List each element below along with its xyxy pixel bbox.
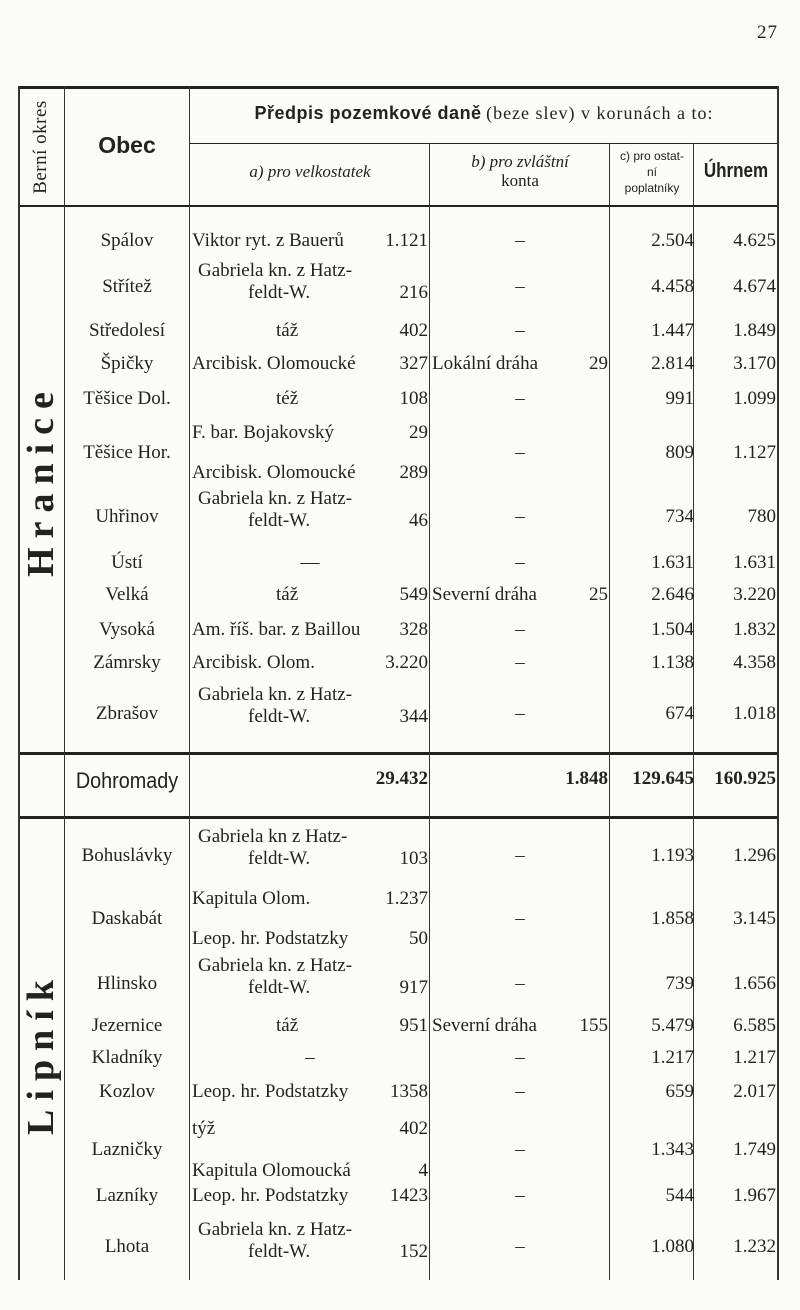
- zvlastni-konta-dash: –: [515, 703, 525, 724]
- table-row: [0, 320, 800, 344]
- obec-cell: Lhota: [104, 1236, 150, 1257]
- velkostatek-owner-line2: [192, 848, 428, 870]
- obec-cell: Daskabát: [91, 908, 163, 929]
- velkostatek-owner: táž: [276, 1015, 299, 1036]
- velkostatek-cell: [192, 353, 428, 375]
- uhrnem-cell: 1.656: [733, 973, 776, 994]
- table-row: [0, 230, 800, 254]
- uhrnem-cell: 6.585: [733, 1015, 776, 1036]
- velkostatek-amount: 1423: [390, 1185, 428, 1206]
- velkostatek-amount: 327: [399, 353, 428, 374]
- zvlastni-konta-dash: –: [515, 230, 525, 251]
- velkostatek-amount: 1.237: [385, 888, 428, 909]
- obec-cell: Ústí: [111, 552, 143, 573]
- table-row: [0, 652, 800, 676]
- obec-cell: Střítež: [102, 276, 152, 297]
- velkostatek-line: [192, 1185, 428, 1207]
- velkostatek-cell: [192, 230, 428, 252]
- obec-header: Obec: [98, 132, 156, 158]
- ostatni-poplatnici-cell: 991: [665, 388, 694, 409]
- zvlastni-konta-cell: [432, 353, 608, 375]
- velkostatek-amount: 917: [399, 977, 428, 998]
- district-column-header: Berní okres: [30, 99, 51, 194]
- table-row: [0, 826, 800, 888]
- col-b-header: [432, 152, 608, 190]
- zvlastni-konta-dash: –: [515, 1185, 525, 1206]
- velkostatek-cell: [192, 652, 428, 674]
- uhrnem-cell: 1.749: [733, 1139, 776, 1160]
- zvlastni-konta-dash: –: [515, 1081, 525, 1102]
- zvlastni-konta-name: Severní dráha: [432, 1015, 537, 1036]
- district-label-hranice: Hranice: [20, 383, 63, 577]
- zvlastni-konta-cell: [432, 584, 608, 606]
- velkostatek-line: [192, 353, 428, 375]
- page-number: 27: [757, 22, 778, 43]
- velkostatek-owner-2: Leop. hr. Podstatzky: [192, 928, 349, 949]
- velkostatek-cell: [192, 488, 428, 532]
- velkostatek-amount-2: 50: [409, 928, 428, 949]
- zvlastni-konta-dash: –: [515, 388, 525, 409]
- velkostatek-cell: [192, 388, 428, 410]
- col-c-header: [610, 148, 694, 196]
- obec-cell: Kladníky: [91, 1047, 163, 1068]
- velkostatek-owner-cont: feldt-W.: [248, 510, 311, 531]
- velkostatek-cell: [192, 1219, 428, 1263]
- uhrnem-cell: 4.358: [733, 652, 776, 673]
- table-row: [0, 422, 800, 486]
- zvlastni-konta-dash: –: [515, 619, 525, 640]
- velkostatek-amount: 1.121: [385, 230, 428, 251]
- total-label: Dohromady: [75, 768, 179, 793]
- uhrnem-cell: 780: [747, 506, 776, 527]
- ostatni-poplatnici-cell: 659: [665, 1081, 694, 1102]
- zvlastni-konta-dash: –: [515, 320, 525, 341]
- obec-cell: Špičky: [100, 353, 154, 374]
- velkostatek-owner: Am. říš. bar. z Baillou: [192, 619, 361, 640]
- velkostatek-amount: 46: [409, 510, 428, 531]
- velkostatek-owner-cont: feldt-W.: [248, 848, 311, 869]
- velkostatek-owner: též: [276, 388, 299, 409]
- zvlastni-konta-cell: [432, 1015, 608, 1037]
- zvlastni-konta-dash: –: [515, 276, 525, 297]
- ostatni-poplatnici-cell: 1.504: [651, 619, 694, 640]
- velkostatek-amount: 1358: [390, 1081, 428, 1102]
- velkostatek-line1: [192, 1118, 428, 1140]
- velkostatek-amount: 402: [399, 1118, 428, 1139]
- velkostatek-amount: 328: [399, 619, 428, 640]
- table-row: [0, 1015, 800, 1039]
- uhrnem-cell: 1.296: [733, 845, 776, 866]
- velkostatek-line: [192, 652, 428, 674]
- table-row: [0, 353, 800, 377]
- district-label-lipnik: Lipník: [20, 970, 62, 1135]
- ostatni-poplatnici-cell: 2.504: [651, 230, 694, 251]
- velkostatek-cell: [192, 260, 428, 304]
- velkostatek-amount-2: 289: [399, 462, 428, 483]
- velkostatek-line1: [192, 888, 428, 910]
- table-row: [0, 619, 800, 643]
- table-row: [0, 388, 800, 412]
- table-row: [0, 1047, 800, 1071]
- obec-cell: Jezernice: [91, 1015, 163, 1036]
- velkostatek-owner-2: Arcibisk. Olomoucké: [192, 462, 356, 483]
- col-c-header-line2: ní: [646, 165, 657, 179]
- velkostatek-owner-line2: [192, 1241, 428, 1263]
- ostatni-poplatnici-cell: 1.217: [651, 1047, 694, 1068]
- uhrnem-cell: 4.674: [733, 276, 776, 297]
- velkostatek-amount-2: 4: [418, 1160, 428, 1181]
- velkostatek-line: [192, 584, 428, 606]
- zvlastni-konta-dash: –: [515, 652, 525, 673]
- table-row: [0, 684, 800, 746]
- obec-cell: Zámrsky: [93, 652, 161, 673]
- obec-cell: Hlinsko: [96, 973, 158, 994]
- uhrnem-cell: 1.631: [733, 552, 776, 573]
- ostatni-poplatnici-cell: 1.343: [651, 1139, 694, 1160]
- velkostatek-owner-line2: [192, 706, 428, 728]
- velkostatek-owner: týž: [192, 1118, 216, 1139]
- velkostatek-line: [192, 320, 428, 342]
- uhrnem-cell: 1.127: [733, 442, 776, 463]
- col-a-header: a) pro velkostatek: [249, 162, 371, 181]
- uhrnem-cell: 1.099: [733, 388, 776, 409]
- uhrnem-cell: 1.849: [733, 320, 776, 341]
- table-row: [0, 584, 800, 608]
- velkostatek-cell: [192, 1118, 428, 1182]
- zvlastni-konta-name: Lokální dráha: [432, 353, 539, 374]
- velkostatek-owner-line2: [192, 510, 428, 532]
- zvlastni-konta-dash: –: [515, 1236, 525, 1257]
- velkostatek-owner: Leop. hr. Podstatzky: [192, 1185, 349, 1206]
- obec-cell: Těšice Dol.: [83, 388, 171, 409]
- zvlastni-konta-name: Severní dráha: [432, 584, 537, 605]
- table-row: [0, 1118, 800, 1184]
- main-header-title: [192, 103, 776, 124]
- total-u: 160.925: [714, 768, 776, 789]
- velkostatek-owner: táž: [276, 320, 299, 341]
- uhrnem-cell: 3.145: [733, 908, 776, 929]
- velkostatek-owner-line1: Gabriela kn z Hatz-: [198, 826, 348, 847]
- velkostatek-cell: [192, 619, 428, 641]
- main-header-rest: (beze slev) v korunách a to:: [486, 103, 714, 123]
- uhrnem-cell: 4.625: [733, 230, 776, 251]
- header-bottom-rule: [18, 205, 778, 207]
- velkostatek-amount: 103: [399, 848, 428, 869]
- zvlastni-konta-amount: 25: [589, 584, 608, 605]
- velkostatek-cell: [192, 684, 428, 728]
- obec-cell: Lazničky: [91, 1139, 163, 1160]
- total-a: 29.432: [375, 768, 428, 789]
- velkostatek-owner: F. bar. Bojakovský: [192, 422, 335, 443]
- col-c-header-line3: poplatníky: [624, 181, 680, 195]
- obec-cell: Spálov: [100, 230, 154, 251]
- velkostatek-amount: 152: [399, 1241, 428, 1262]
- velkostatek-line1: [192, 422, 428, 444]
- velkostatek-owner-cont: feldt-W.: [248, 1241, 311, 1262]
- velkostatek-cell: [192, 1015, 428, 1037]
- velkostatek-owner: Arcibisk. Olomoucké: [192, 353, 356, 374]
- velkostatek-owner-line1: Gabriela kn. z Hatz-: [198, 260, 353, 281]
- table-row: [0, 1219, 800, 1277]
- velkostatek-empty: —: [300, 552, 320, 573]
- velkostatek-owner-cont: feldt-W.: [248, 706, 311, 727]
- col-c-header-line1: c) pro ostat-: [619, 149, 685, 163]
- total-bottom-rule: [18, 816, 778, 819]
- obec-cell: Těšice Hor.: [83, 442, 171, 463]
- velkostatek-owner-line1: Gabriela kn. z Hatz-: [198, 488, 353, 509]
- velkostatek-owner-line1: Gabriela kn. z Hatz-: [198, 955, 353, 976]
- col-b-header-line1: b) pro zvláštní: [471, 152, 569, 171]
- uhrnem-cell: 3.220: [733, 584, 776, 605]
- velkostatek-line2: [192, 1160, 428, 1182]
- velkostatek-amount: 216: [399, 282, 428, 303]
- velkostatek-owner-line2: [192, 977, 428, 999]
- table-row: [0, 1185, 800, 1209]
- zvlastni-konta-amount: 29: [589, 353, 608, 374]
- ostatni-poplatnici-cell: 1.447: [651, 320, 694, 341]
- zvlastni-konta-dash: –: [515, 1139, 525, 1160]
- zvlastni-konta-dash: –: [515, 552, 525, 573]
- velkostatek-amount: 549: [399, 584, 428, 605]
- ostatni-poplatnici-cell: 2.814: [651, 353, 694, 374]
- total-b: 1.848: [565, 768, 608, 789]
- velkostatek-cell: [192, 1047, 428, 1069]
- obec-cell: Kozlov: [99, 1081, 155, 1102]
- velkostatek-owner: Kapitula Olom.: [192, 888, 311, 909]
- zvlastni-konta-dash: –: [515, 908, 525, 929]
- ostatni-poplatnici-cell: 1.080: [651, 1236, 694, 1257]
- velkostatek-line: [192, 1015, 428, 1037]
- table-row: [0, 1081, 800, 1105]
- velkostatek-owner-2: Kapitula Olomoucká: [192, 1160, 351, 1181]
- ostatni-poplatnici-cell: 674: [665, 703, 694, 724]
- uhrnem-cell: 1.232: [733, 1236, 776, 1257]
- obec-cell: Uhřinov: [95, 506, 159, 527]
- velkostatek-cell: [192, 320, 428, 342]
- velkostatek-owner: Leop. hr. Podstatzky: [192, 1081, 349, 1102]
- velkostatek-amount: 344: [399, 706, 428, 727]
- velkostatek-line: [192, 1081, 428, 1103]
- zvlastni-konta-amount: 155: [579, 1015, 608, 1036]
- ostatni-poplatnici-cell: 809: [665, 442, 694, 463]
- uhrnem-cell: 1.832: [733, 619, 776, 640]
- velkostatek-owner-line1: Gabriela kn. z Hatz-: [198, 684, 353, 705]
- velkostatek-line2: [192, 928, 428, 950]
- velkostatek-line: [192, 230, 428, 252]
- velkostatek-owner: Arcibisk. Olom.: [192, 652, 315, 673]
- header-mid-rule: [190, 143, 778, 144]
- total-c: 129.645: [632, 768, 694, 789]
- main-header-bold: Předpis pozemkové daně: [254, 103, 482, 123]
- table-row: [0, 488, 800, 548]
- obec-cell: Lazníky: [95, 1185, 159, 1206]
- obec-cell: Zbrašov: [95, 703, 159, 724]
- velkostatek-amount: 951: [399, 1015, 428, 1036]
- ostatni-poplatnici-cell: 1.193: [651, 845, 694, 866]
- ostatni-poplatnici-cell: 1.138: [651, 652, 694, 673]
- uhrnem-cell: 3.170: [733, 353, 776, 374]
- obec-cell: Bohuslávky: [81, 845, 173, 866]
- ostatni-poplatnici-cell: 544: [665, 1185, 694, 1206]
- velkostatek-cell: [192, 826, 428, 870]
- velkostatek-owner-line2: [192, 282, 428, 304]
- velkostatek-cell: [192, 888, 428, 950]
- velkostatek-cell: [192, 1185, 428, 1207]
- top-rule: [18, 86, 778, 89]
- ostatni-poplatnici-cell: 4.458: [651, 276, 694, 297]
- uhrnem-cell: 1.018: [733, 703, 776, 724]
- velkostatek-owner: táž: [276, 584, 299, 605]
- uhrnem-cell: 1.967: [733, 1185, 776, 1206]
- ostatni-poplatnici-cell: 1.631: [651, 552, 694, 573]
- velkostatek-line2: [192, 462, 428, 484]
- ostatni-poplatnici-cell: 739: [665, 973, 694, 994]
- table-row: [0, 888, 800, 952]
- velkostatek-cell: [192, 1081, 428, 1103]
- velkostatek-owner-line1: Gabriela kn. z Hatz-: [198, 1219, 353, 1240]
- ostatni-poplatnici-cell: 1.858: [651, 908, 694, 929]
- velkostatek-amount: 402: [399, 320, 428, 341]
- zvlastni-konta-dash: –: [515, 973, 525, 994]
- uhrnem-cell: 2.017: [733, 1081, 776, 1102]
- velkostatek-cell: [192, 955, 428, 999]
- table-row: [0, 955, 800, 1015]
- obec-cell: Středolesí: [89, 320, 165, 341]
- velkostatek-owner-cont: feldt-W.: [248, 282, 311, 303]
- col-b-header-line2: konta: [501, 171, 539, 190]
- zvlastni-konta-dash: –: [515, 506, 525, 527]
- total-top-rule: [18, 752, 778, 755]
- uhrnem-header: Úhrnem: [703, 160, 769, 182]
- zvlastni-konta-dash: –: [515, 1047, 525, 1068]
- velkostatek-owner: Viktor ryt. z Bauerů: [192, 230, 344, 251]
- obec-cell: Vysoká: [99, 619, 155, 640]
- velkostatek-cell: [192, 422, 428, 484]
- velkostatek-cell: [192, 552, 428, 574]
- ostatni-poplatnici-cell: 734: [665, 506, 694, 527]
- velkostatek-amount: 108: [399, 388, 428, 409]
- velkostatek-amount: 29: [409, 422, 428, 443]
- table-row: [0, 260, 800, 316]
- ostatni-poplatnici-cell: 5.479: [651, 1015, 694, 1036]
- velkostatek-amount: 3.220: [385, 652, 428, 673]
- obec-cell: Velká: [105, 584, 149, 605]
- table-row: [0, 552, 800, 576]
- total-row: [0, 768, 800, 804]
- zvlastni-konta-dash: –: [515, 442, 525, 463]
- velkostatek-line: [192, 619, 428, 641]
- velkostatek-line: [192, 388, 428, 410]
- velkostatek-empty: –: [305, 1047, 315, 1068]
- velkostatek-cell: [192, 584, 428, 606]
- ostatni-poplatnici-cell: 2.646: [651, 584, 694, 605]
- velkostatek-owner-cont: feldt-W.: [248, 977, 311, 998]
- uhrnem-cell: 1.217: [733, 1047, 776, 1068]
- zvlastni-konta-dash: –: [515, 845, 525, 866]
